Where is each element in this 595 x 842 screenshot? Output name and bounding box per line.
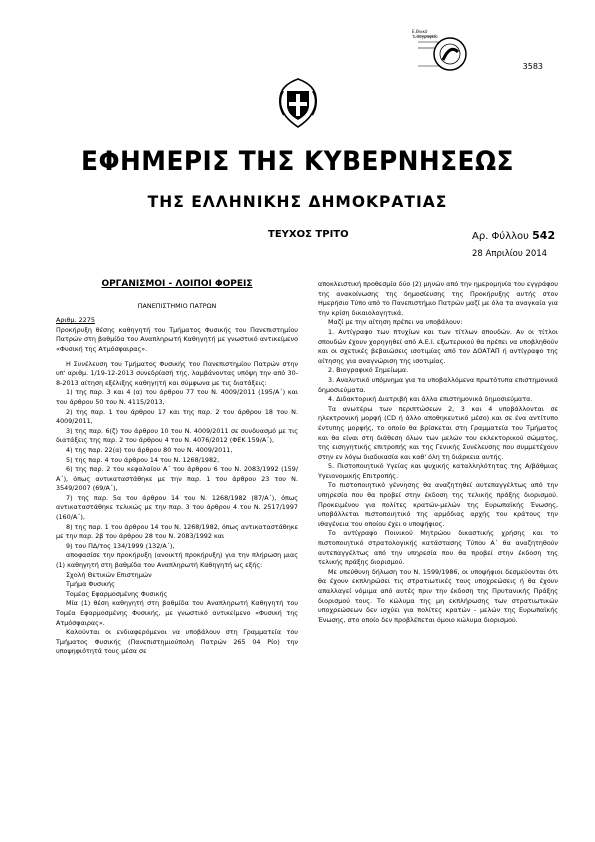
paragraph: 3) της παρ. 6(ζ) του άρθρου 10 του Ν. 4009/2011 σε συνδυασμό με τις διατάξεις της παρ. 2 του άρθρου 4 του Ν. 4076/2012 (ΦΕΚ 159/Α΄), [56,426,298,445]
paragraph: 3. Αναλυτικό υπόμνημα για τα υποβαλλόμενα πρωτότυπα επιστημονικά δημοσιεύματα. [318,375,558,394]
paragraph: 2) της παρ. 1 του άρθρου 17 και της παρ. 2 του άρθρου 18 του Ν. 4009/2011, [56,407,298,426]
invitation-paragraph: Καλούνται οι ενδιαφερόμενοι να υποβάλουν στη Γραμματεία του Τμήματος Φυσικής (Πανεπιστημιούπολη Πατρών 265 04 Ρίο) την υποψηφιότητά τους μέσα σε [56,628,298,656]
paragraph: 1) της παρ. 3 και 4 (α) του άρθρου 77 του Ν. 4009/2011 (195/Α΄) και του άρθρου 50 του Ν. 4115/2013, [56,388,298,406]
paragraph: 4) της παρ. 22(α) του άρθρου 80 του Ν. 4009/2011, [66,445,233,454]
issue-number-label: Αρ. Φύλλου [472,231,529,242]
paragraph: 8) της παρ. 1 του άρθρου 14 του Ν. 1268/1982, όπως αντικαταστάθηκε με την παρ. 2β του άρθρου 28 του Ν. 2083/1992 και [56,522,298,541]
left-column [56,280,298,657]
gazette-title: ΕΦΗΜΕΡΙΣ ΤΗΣ ΚΥΒΕΡΝΗΣΕΩΣ [81,146,514,177]
paragraph: 2. Βιογραφικό Σημείωμα. [328,366,409,375]
paragraph: Με υπεύθυνη δήλωση του Ν. 1599/1986, οι υποψήφιοι δεσμεύονται ότι θα έχουν εκπληρώσει τις στρατιωτικές τους υποχρεώσεις ή θα έχουν απαλλαγεί νόμιμα από αυτές πριν την έκδοση της Πρυτανικής Πράξης διορισμού τους. Το κώλυμα της μη εκπλήρωσης των στρατιωτικών υποχρεώσεων δεν ισχύει για πολίτες κρατών - μελών της Ευρωπαϊκής Ένωσης, στο οποίο δεν προβλέπεται όμοιο κώλυμα διορισμού. [318,567,558,624]
paragraph: 6) της παρ. 2 του κεφαλαίου Α΄ του άρθρου 6 του Ν. 2083/1992 (159/Α΄), όπως αντικαταστάθηκε με την παρ. 1 του άρθρου 23 του Ν. 3549/2007 (69/Α΄), [56,465,298,493]
stamp-text: Ε.Θνικό τυπογραφείο [412,29,438,39]
paragraph: Το αντίγραφο Ποινικού Μητρώου δικαστικής χρήσης και το πιστοποιητικό στρατολογικής κατάστασης Τύπου Α΄ θα αναζητηθούν αυτεπαγγέλτως από την υπηρεσία που θα προβεί στην έκδοση της τελικής πράξης διορισμού. [318,529,558,567]
issue-number-value: 542 [532,229,556,242]
right-column [318,280,558,625]
paragraph: 1. Αντίγραφο των πτυχίων και των τίτλων σπουδών. Αν οι τίτλοι σπουδών έχουν χορηγηθεί από Α.Ε.Ι. εξωτερικού θα πρέπει να υποβληθούν και οι σχετικές βεβαιώσεις ισοτιμίας από τον ΔΟΑΤΑΠ ή αντίγραφο της αίτησης για αναγνώριση της ισοτιμίας. [318,327,558,365]
issue-number [472,229,555,242]
paragraph: Τα ανωτέρω των περιπτώσεων 2, 3 και 4 υποβάλλονται σε ηλεκτρονική μορφή (CD ή άλλο αποθηκευτικό μέσο) και σε ένα αντίτυπο έντυπης μορφής, το οποίο θα βρίσκεται στη Γραμματεία του Τμήματος και θα είναι στη διάθεση όλων των μελών του εκλεκτορικού σώματος, της εισηγητικής επιτροπής και της Γενικής Συνέλευσης που συμμετέχουν στην εν λόγω διαδικασία και καθ' όλη τη διάρκεια αυτής. [318,404,558,461]
coat-of-arms-icon [277,77,319,129]
paragraph: 9) του ΠΔ/τος 134/1999 (132/Α΄), [66,541,175,550]
sector-name: Τομέας Εφαρμοσμένης Φυσικής [66,589,168,598]
paragraph: 5. Πιστοποιητικό Υγείας και ψυχικής καταλληλότητας της Α/βάθμιας Υγειονομικής Επιτροπής. [318,462,558,480]
university-name: ΠΑΝΕΠΙΣΤΗΜΙΟ ΠΑΤΡΩΝ [137,301,217,310]
paragraph: Η Συνέλευση του Τμήματος Φυσικής του Πανεπιστημίου Πατρών στην υπ' αριθμ. 1/19-12-2013 συνεδρίασή της, λαμβάνοντας υπόψη την από 30-8-2013 αίτηση εξέλιξης καθηγητή και σύμφωνα με τις διατάξεις: [56,359,298,387]
decision-title: Προκήρυξη θέσης καθηγητή του Τμήματος Φυσικής του Πανεπιστημίου Πατρών στη βαθμίδα του Αναπληρωτή Καθηγητή με γνωστικό αντικείμενο «Φυσική της Ατμόσφαιρας». [56,325,298,353]
school-name: Σχολή Θετικών Επιστημών [66,570,152,579]
position-paragraph: Μία (1) θέση καθηγητή στη βαθμίδα του Αναπληρωτή Καθηγητή του Τομέα Εφαρμοσμένης Φυσικής, με γνωστικό αντικείμενο «Φυσική της Ατμόσφαιρας». [56,599,298,627]
page-number: 3583 [522,62,543,71]
issue-series: ΤΕΥΧΟΣ ΤΡΙΤΟ [268,229,349,240]
paragraph: Το πιστοποιητικό γέννησης θα αναζητηθεί αυτεπαγγέλτως από την υπηρεσία που θα προβεί στην έκδοση της τελικής πράξης διορισμού. Προκειμένου για πολίτες κρατών-μελών της Ευρωπαϊκής Ένωσης, υποβάλλεται πιστοποιητικό της αρμόδιας αρχής του κράτους την ιθαγένεια του οποίου έχει ο υποψήφιος. [318,481,558,528]
paragraph: αποκλειστική προθεσμία δύο (2) μηνών από την ημερομηνία του εγγράφου της ανακοίνωσης της δημοσίευσης της Προκήρυξης αυτής στον Ημερήσιο Τύπο από το Πανεπιστήμιο Πατρών μαζί με όλα τα αναγκαία για την κρίση δικαιολογητικά. [318,280,558,317]
printing-office-stamp [412,30,468,80]
department-name: Τμήμα Φυσικής [66,580,115,589]
issue-date: 28 Απριλίου 2014 [472,249,548,259]
paragraph: 5) της παρ. 4 του άρθρου 14 του Ν. 1268/1982, [66,455,220,464]
paragraph: αποφασίσε την προκήρυξη (ανοικτή προκήρυξη) για την πλήρωση μιας (1) καθηγητή στη βαθμίδα του Αναπληρωτή Καθηγητή ως εξής: [56,551,298,570]
paragraph: Μαζί με την αίτηση πρέπει να υποβάλουν: [328,318,463,327]
decision-number: Αριθμ. 2275 [56,316,95,325]
paragraph: 7) της παρ. 5α του άρθρου 14 του Ν. 1268/1982 (87/Α΄), όπως αντικαταστάθηκε τελικώς με την παρ. 3 του άρθρου 4 του Ν. 2517/1997 (160/Α΄), [56,493,298,522]
gazette-subtitle: ΤΗΣ ΕΛΛΗΝΙΚΗΣ ΔΗΜΟΚΡΑΤΙΑΣ [147,193,448,211]
section-heading: ΟΡΓΑΝΙΣΜΟΙ - ΛΟΙΠΟΙ ΦΟΡΕΙΣ [101,279,253,289]
paragraph: 4. Διδακτορική Διατριβή και άλλα επιστημονικά δημοσιεύματα. [328,395,533,404]
